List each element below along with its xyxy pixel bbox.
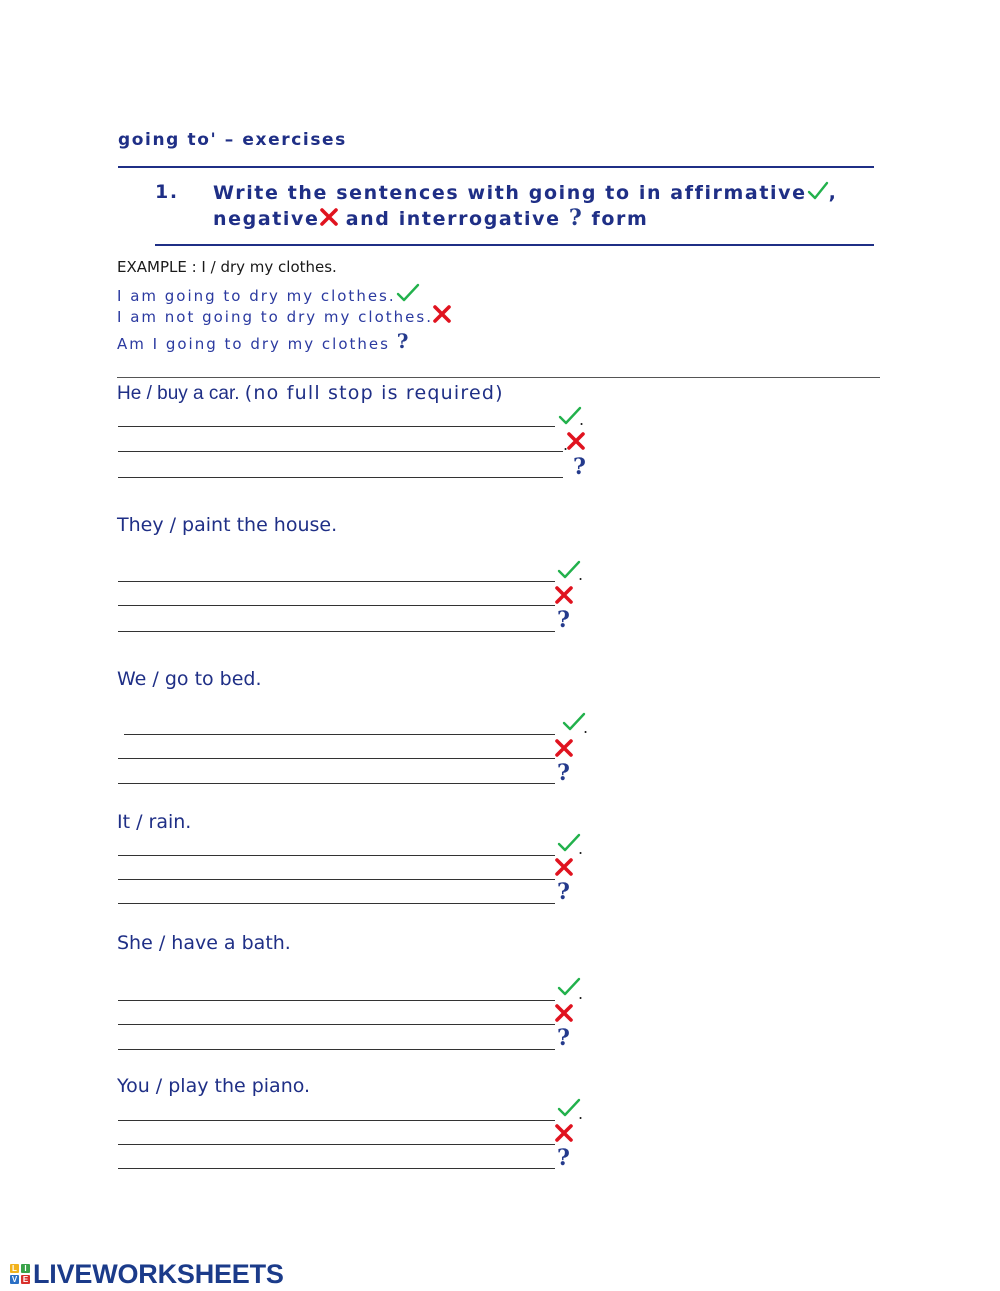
answer-line-6-q[interactable] <box>118 1168 555 1169</box>
task-text-part3: negative <box>213 208 320 230</box>
logo-badge <box>10 1264 30 1284</box>
period-mark: . <box>578 984 584 1003</box>
logo-letter: E <box>22 1275 29 1284</box>
exercise-5-prompt: She / have a bath. <box>117 932 291 954</box>
example-affirmative <box>117 283 420 305</box>
answer-line-4-q[interactable] <box>118 903 555 904</box>
cross-icon <box>433 305 451 323</box>
check-icon <box>807 181 829 201</box>
example-interrogative <box>117 329 410 353</box>
period-mark: . <box>578 839 584 858</box>
cross-icon <box>555 1004 573 1022</box>
question-icon: ? <box>568 205 584 231</box>
period-mark: . <box>579 410 585 429</box>
answer-line-3-q[interactable] <box>118 783 555 784</box>
question-icon: ? <box>557 1145 570 1171</box>
question-icon: ? <box>396 329 411 353</box>
answer-line-5-q[interactable] <box>118 1049 555 1050</box>
answer-line-5-check[interactable] <box>118 1000 555 1001</box>
task-text-part5: form <box>583 208 649 230</box>
question-icon: ? <box>557 879 570 905</box>
question-icon: ? <box>557 607 570 633</box>
task-number: 1. <box>155 181 179 203</box>
period-mark: . <box>578 565 584 584</box>
task-text-part4: and interrogative <box>337 208 569 230</box>
answer-line-2-cross[interactable] <box>118 605 555 606</box>
cross-icon <box>555 586 573 604</box>
example-label: EXAMPLE : I / dry my clothes. <box>117 258 337 276</box>
answer-line-6-cross[interactable] <box>118 1144 555 1145</box>
answer-line-4-cross[interactable] <box>118 879 555 880</box>
answer-line-1-check[interactable] <box>118 426 555 427</box>
cross-icon <box>320 208 338 226</box>
answer-line-2-q[interactable] <box>118 631 555 632</box>
period-mark: . <box>563 435 569 454</box>
period-mark: . <box>583 718 589 737</box>
check-icon <box>396 283 420 303</box>
example-interrogative-text: Am I going to dry my clothes <box>117 335 390 353</box>
answer-line-6-check[interactable] <box>118 1120 555 1121</box>
answer-line-1-q[interactable] <box>118 477 563 478</box>
answer-line-5-cross[interactable] <box>118 1024 555 1025</box>
exercise-1-text: He / buy a car. <box>117 383 240 404</box>
task-divider <box>155 244 874 246</box>
page-title: going to' – exercises <box>118 130 347 150</box>
question-icon: ? <box>573 454 586 480</box>
logo-text: LIVEWORKSHEETS <box>33 1258 284 1289</box>
cross-icon <box>567 432 585 450</box>
exercise-1-note: (no full stop is required) <box>244 382 504 404</box>
logo-letter: I <box>21 1264 30 1273</box>
example-divider <box>117 377 880 378</box>
top-divider <box>118 166 874 168</box>
exercise-1-prompt <box>117 382 504 405</box>
answer-line-3-cross[interactable] <box>118 758 555 759</box>
period-mark: . <box>578 1104 584 1123</box>
example-affirmative-text: I am going to dry my clothes. <box>117 287 396 305</box>
answer-line-1-cross[interactable] <box>118 451 563 452</box>
exercise-4-prompt: It / rain. <box>117 811 192 833</box>
question-icon: ? <box>557 760 570 786</box>
liveworksheets-logo <box>10 1260 284 1288</box>
task-text-part2: , <box>828 182 838 204</box>
task-instruction <box>213 181 893 232</box>
exercise-6-prompt: You / play the piano. <box>117 1075 311 1097</box>
cross-icon <box>555 858 573 876</box>
exercise-3-prompt: We / go to bed. <box>117 668 262 690</box>
question-icon: ? <box>557 1025 570 1051</box>
cross-icon <box>555 1124 573 1142</box>
answer-line-3-check[interactable] <box>124 734 555 735</box>
logo-letter: L <box>10 1264 19 1273</box>
answer-line-4-check[interactable] <box>118 855 555 856</box>
answer-line-2-check[interactable] <box>118 581 555 582</box>
logo-letter: V <box>11 1275 18 1284</box>
task-text-part1: Write the sentences with going to in affirmative <box>213 182 807 204</box>
exercise-2-prompt: They / paint the house. <box>117 514 338 536</box>
example-negative-text: I am not going to dry my clothes. <box>117 308 433 326</box>
example-negative <box>117 305 451 326</box>
cross-icon <box>555 739 573 757</box>
